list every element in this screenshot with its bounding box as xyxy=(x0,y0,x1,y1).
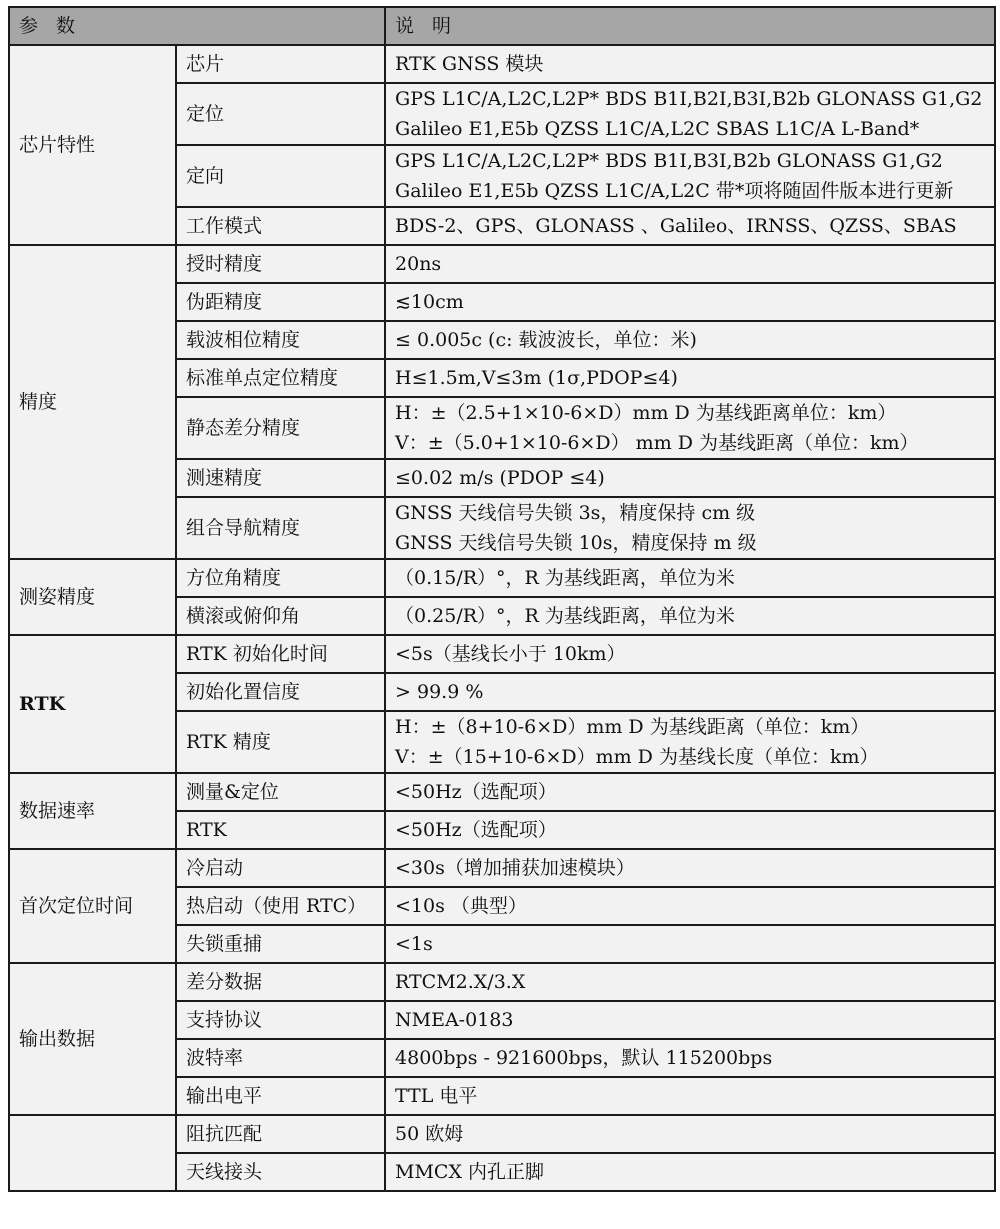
desc-cell xyxy=(385,711,995,773)
table-row xyxy=(9,559,995,597)
desc-line: H：±（2.5+1×10-6×D）mm D 为基线距离单位：km） xyxy=(395,402,897,424)
param-cell: 标准单点定位精度 xyxy=(176,359,385,397)
desc-line: H≤1.5m,V≤3m (1σ,PDOP≤4) xyxy=(395,367,678,389)
desc-cell xyxy=(385,1077,995,1115)
group-label: 输出数据 xyxy=(9,963,176,1115)
header-param: 参 数 xyxy=(9,7,385,45)
desc-cell xyxy=(385,597,995,635)
desc-line: RTCM2.X/3.X xyxy=(395,971,526,993)
desc-cell xyxy=(385,397,995,459)
desc-line: BDS-2、GPS、GLONASS 、Galileo、IRNSS、QZSS、SBAS xyxy=(395,215,957,237)
param-cell: 失锁重捕 xyxy=(176,925,385,963)
desc-cell xyxy=(385,1001,995,1039)
param-cell: 初始化置信度 xyxy=(176,673,385,711)
desc-cell xyxy=(385,207,995,245)
param-cell: 伪距精度 xyxy=(176,283,385,321)
desc-line: RTK GNSS 模块 xyxy=(395,53,544,75)
param-cell: 组合导航精度 xyxy=(176,497,385,559)
desc-cell xyxy=(385,145,995,207)
desc-cell xyxy=(385,963,995,1001)
spec-table-container xyxy=(8,6,994,1192)
desc-line: GPS L1C/A,L2C,L2P* BDS B1I,B2I,B3I,B2b GLONASS G1,G2 xyxy=(395,88,983,110)
table-row xyxy=(9,1115,995,1153)
desc-cell xyxy=(385,83,995,145)
param-cell: 支持协议 xyxy=(176,1001,385,1039)
table-header-row xyxy=(9,7,995,45)
group-label xyxy=(9,1115,176,1191)
desc-cell xyxy=(385,359,995,397)
desc-cell xyxy=(385,849,995,887)
desc-line: V：±（15+10-6×D）mm D 为基线长度（单位：km） xyxy=(395,746,879,768)
desc-line: （0.15/R）°，R 为基线距离，单位为米 xyxy=(395,567,735,589)
desc-line: <1s xyxy=(395,933,433,955)
param-cell: 横滚或俯仰角 xyxy=(176,597,385,635)
desc-line: 20ns xyxy=(395,253,442,275)
desc-line: GNSS 天线信号失锁 3s，精度保持 cm 级 xyxy=(395,502,756,524)
desc-line: 50 欧姆 xyxy=(395,1123,464,1145)
param-cell: RTK 初始化时间 xyxy=(176,635,385,673)
desc-cell xyxy=(385,321,995,359)
param-cell: 阻抗匹配 xyxy=(176,1115,385,1153)
desc-line: ≤ 0.005c (c: 载波波长，单位：米) xyxy=(395,329,697,351)
param-cell: 载波相位精度 xyxy=(176,321,385,359)
table-row xyxy=(9,849,995,887)
desc-line: Galileo E1,E5b QZSS L1C/A,L2C SBAS L1C/A L-Band* xyxy=(395,118,920,140)
desc-line: ≲10cm xyxy=(395,291,464,313)
param-cell: 定向 xyxy=(176,145,385,207)
desc-line: H：±（8+10-6×D）mm D 为基线距离（单位：km） xyxy=(395,716,870,738)
param-cell: 静态差分精度 xyxy=(176,397,385,459)
param-cell: 方位角精度 xyxy=(176,559,385,597)
desc-cell xyxy=(385,773,995,811)
table-row xyxy=(9,635,995,673)
param-cell: 测速精度 xyxy=(176,459,385,497)
header-desc: 说 明 xyxy=(385,7,995,45)
param-cell: 测量&定位 xyxy=(176,773,385,811)
table-row xyxy=(9,773,995,811)
desc-line: <10s （典型） xyxy=(395,895,527,917)
desc-line: V：±（5.0+1×10-6×D） mm D 为基线距离（单位：km） xyxy=(395,432,919,454)
desc-cell xyxy=(385,811,995,849)
desc-line: <30s（增加捕获加速模块） xyxy=(395,857,635,879)
desc-cell xyxy=(385,1115,995,1153)
param-cell: 波特率 xyxy=(176,1039,385,1077)
desc-line: NMEA-0183 xyxy=(395,1009,514,1031)
desc-cell xyxy=(385,1153,995,1191)
desc-cell xyxy=(385,635,995,673)
spec-table xyxy=(8,6,996,1192)
param-cell: 芯片 xyxy=(176,45,385,83)
desc-cell xyxy=(385,245,995,283)
table-row xyxy=(9,45,995,83)
desc-line: > 99.9 % xyxy=(395,681,484,703)
desc-line: 4800bps - 921600bps，默认 115200bps xyxy=(395,1047,773,1069)
desc-line: <50Hz（选配项） xyxy=(395,781,557,803)
desc-line: Galileo E1,E5b QZSS L1C/A,L2C 带*项将随固件版本进行更新 xyxy=(395,180,954,202)
desc-line: （0.25/R）°，R 为基线距离，单位为米 xyxy=(395,605,735,627)
param-cell: RTK xyxy=(176,811,385,849)
group-label: 首次定位时间 xyxy=(9,849,176,963)
param-cell: 定位 xyxy=(176,83,385,145)
desc-line: ≤0.02 m/s (PDOP ≤4) xyxy=(395,467,605,489)
table-row xyxy=(9,245,995,283)
param-cell: 授时精度 xyxy=(176,245,385,283)
desc-cell xyxy=(385,887,995,925)
desc-line: GPS L1C/A,L2C,L2P* BDS B1I,B3I,B2b GLONASS G1,G2 xyxy=(395,150,943,172)
desc-line: <50Hz（选配项） xyxy=(395,819,557,841)
desc-cell xyxy=(385,925,995,963)
group-label: RTK xyxy=(9,635,176,773)
group-label: 测姿精度 xyxy=(9,559,176,635)
param-cell: 天线接头 xyxy=(176,1153,385,1191)
param-cell: 工作模式 xyxy=(176,207,385,245)
param-cell: RTK 精度 xyxy=(176,711,385,773)
table-row xyxy=(9,963,995,1001)
desc-cell xyxy=(385,559,995,597)
group-label: 精度 xyxy=(9,245,176,559)
desc-line: <5s（基线长小于 10km） xyxy=(395,643,626,665)
param-cell: 输出电平 xyxy=(176,1077,385,1115)
desc-cell xyxy=(385,1039,995,1077)
desc-cell xyxy=(385,673,995,711)
param-cell: 差分数据 xyxy=(176,963,385,1001)
desc-cell xyxy=(385,45,995,83)
group-label: 芯片特性 xyxy=(9,45,176,245)
desc-line: TTL 电平 xyxy=(395,1085,478,1107)
desc-cell xyxy=(385,497,995,559)
desc-cell xyxy=(385,459,995,497)
param-cell: 冷启动 xyxy=(176,849,385,887)
group-label: 数据速率 xyxy=(9,773,176,849)
table-body xyxy=(9,45,995,1191)
param-cell: 热启动（使用 RTC） xyxy=(176,887,385,925)
desc-line: GNSS 天线信号失锁 10s，精度保持 m 级 xyxy=(395,532,757,554)
desc-line: MMCX 内孔正脚 xyxy=(395,1161,545,1183)
desc-cell xyxy=(385,283,995,321)
